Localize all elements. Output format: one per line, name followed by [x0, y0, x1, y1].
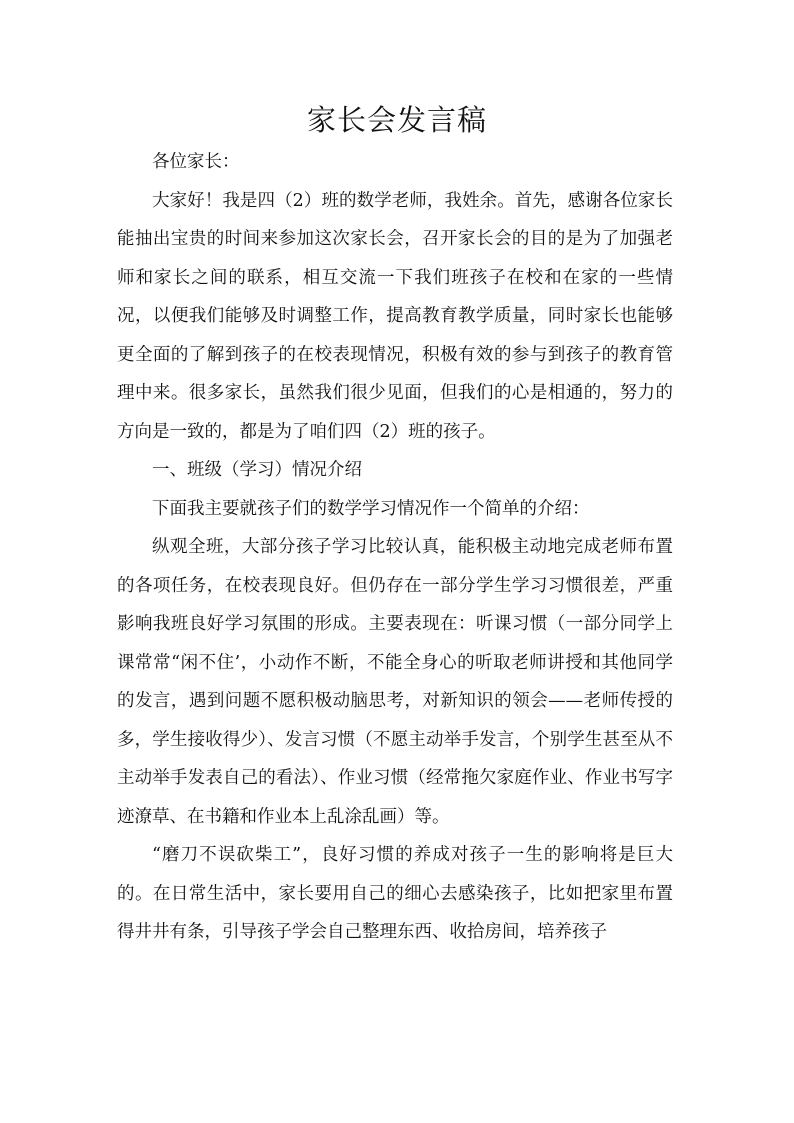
paragraph-intro: 大家好！我是四（2）班的数学老师，我姓余。首先，感谢各位家长能抽出宝贵的时间来参加这次家长会，召开家长会的目的是为了加强老师和家长之间的联系，相互交流一下我们班孩子在校和在家的一些情况，以便我们能够及时调整工作，提高教育教学质量，同时家长也能够更全面的了解到孩子的在校表现情况，积极有效的参与到孩子的教育管理中来。很多家长，虽然我们很少见面，但我们的心是相通的，努力的方向是一致的，都是为了咱们四（2）班的孩子。: [117, 190, 673, 442]
document-body: [117, 143, 673, 952]
greeting: 各位家长：: [152, 152, 240, 172]
section-heading: 一、班级（学习）情况介绍: [152, 460, 362, 480]
document-title: 家长会发言稿: [306, 103, 487, 137]
paragraph-lead: 下面我主要就孩子们的数学学习情况作一个简单的介绍：: [152, 498, 590, 519]
paragraph-overview: 纵观全班，大部分孩子学习比较认真，能积极主动地完成老师布置的各项任务，在校表现良好。但仍存在一部分学生学习习惯很差，严重影响我班良好学习氛围的形成。主要表现在：听课习惯（一部分同学上课常常“闲不住’，小动作不断，不能全身心的听取老师讲授和其他同学的发言，遇到问题不愿积极动脑思考，对新知识的领会——老师传授的多，学生接收得少）、发言习惯（不愿主动举手发言，个别学生甚至从不主动举手发表自己的看法）、作业习惯（经常拖欠家庭作业、作业书写字迹潦草、在书籍和作业本上乱涂乱画）等。: [117, 537, 673, 827]
paragraph-habits: “磨刀不误砍柴工”，良好习惯的养成对孩子一生的影响将是巨大的。在日常生活中，家长要用自己的细心去感染孩子，比如把家里布置得井井有条，引导孩子学会自己整理东西、收拾房间，培养孩子: [117, 845, 673, 942]
